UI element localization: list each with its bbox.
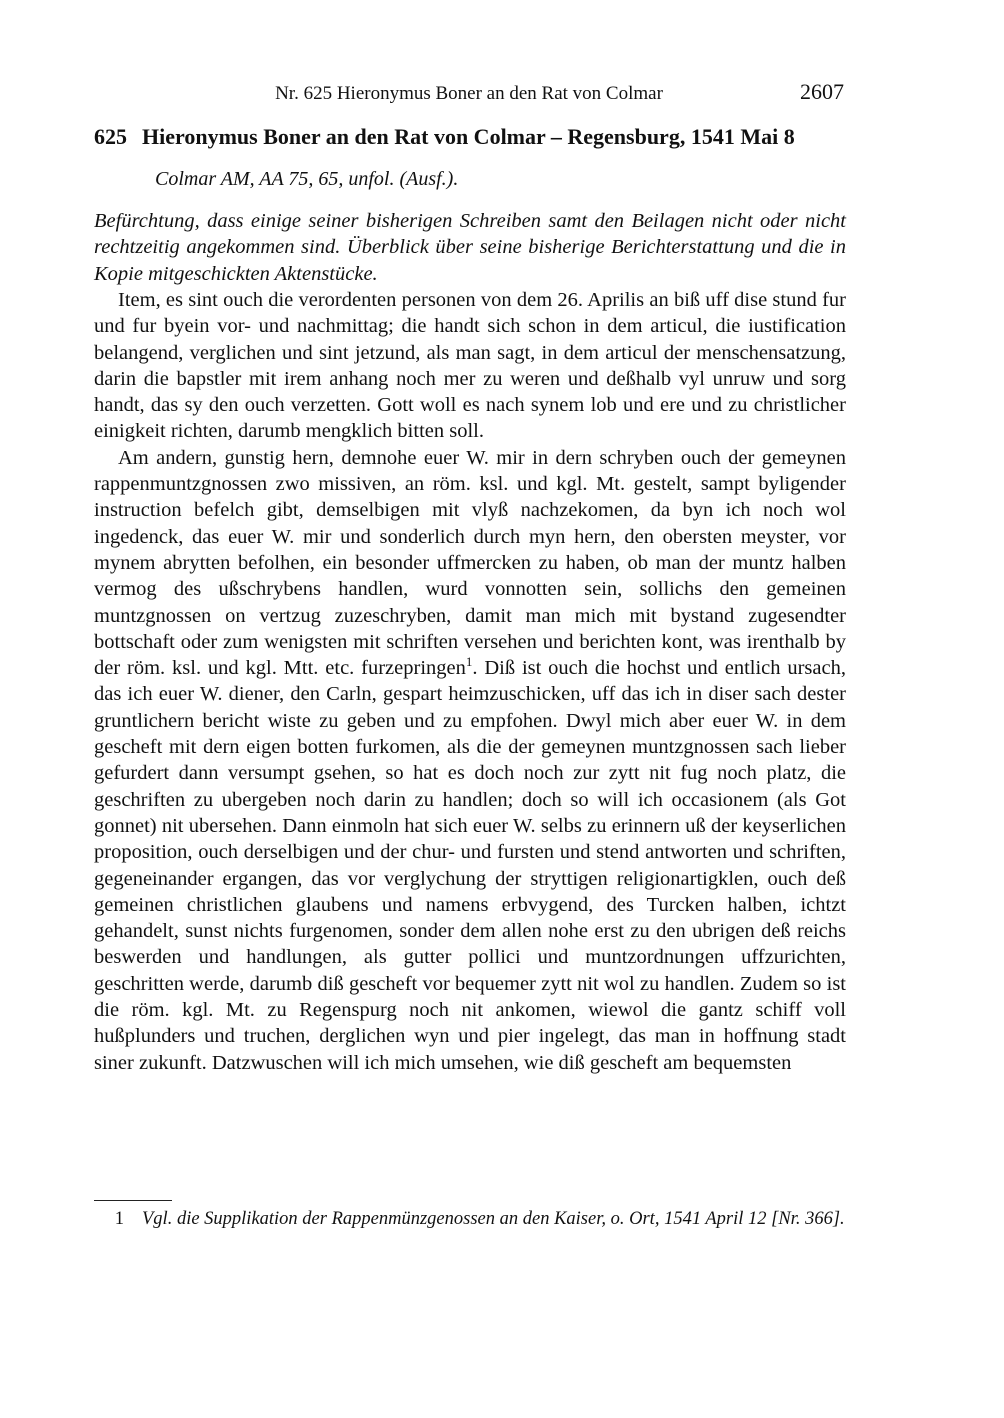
- source-citation: Colmar AM, AA 75, 65, unfol. (Ausf.).: [155, 168, 459, 190]
- body-paragraph: [94, 445, 846, 1076]
- body-text-segment: . Diß ist ouch die hochst und entlich ursach, das ich euer W. diener, den Carln, gespart heimzuschicken, uff das ich in diser sach dester gruntlichern bericht wiste zu geben und zu empfohen. Dwyl mich aber euer W. in dem gescheft mit dern eigen botten furkomen, als die der gemeynen muntzgnossen sach lieber gefurdert dann versumpt gsehen, so hat es doch noch zur zytt nit fug noch platz, die geschriften zu ubergeben noch darin zu handlen; doch so will ich occasionem (als Got gonnet) nit ubersehen. Dann einmoln hat sich euer W. selbs zu erinnern uß der keyserlichen proposition, ouch derselbigen und der chur- und fursten und stend antworten und schriften, gegeneinander ergangen, das vor verglychung der stryttigen religionartigklen, ouch deß gemeinen christlichen glaubens und namens erbvygend, des Turcken halben, ichtzt gehandelt, sunst nichts furgenomen, sonder dem allen nohe erst zu den ubrigen deß reichs beswerden und handlungen, als gutter pollici und muntzordnungen uffzurichten, geschritten werde, darumb diß gescheft vor bequemer zytt nit wol zu handlen. Zudem so ist die röm. kgl. Mt. zu Regenspurg noch nit ankomen, wiewol die gantz schiff voll hußplunders und truchen, derglichen wyn und pier ingelegt, das man in hoffnung stadt siner zukunft. Datzwuschen will ich mich umsehen, wie diß gescheft am bequemsten: [94, 657, 846, 1074]
- body-text-segment: Am andern, gunstig hern, demnohe euer W. mir in dern schryben ouch der gemeynen rappenmuntzgnossen zwo missiven, an röm. ksl. und kgl. Mt. gestelt, sampt byligender instruction befelch gibt, demselbigen mit vlyß nachzekomen, da byn ich noch wol ingedenck, das euer W. mir und sonderlich durch myn hern, den obersten meyster, vor mynem abrytten befolhen, ein besonder uffmercken zu haben, ob man der muntz halben vermog des ußschrybens handlen, wurd vonnotten sein, sollichs den gemeinen muntzgnossen on vertzug zuzeschryben, damit man mich mit bystand zugesendter bottschaft oder zum wenigsten mit schriften versehen und berichten kont, was irenthalb by der röm. ksl. und kgl. Mtt. etc. furzepringen: [94, 446, 846, 680]
- footnote-reference[interactable]: 1: [465, 654, 473, 670]
- document-title: Hieronymus Boner an den Rat von Colmar – Regensburg, 1541 Mai 8: [142, 124, 795, 149]
- running-head: [94, 80, 844, 108]
- footnote-number: 1: [114, 1209, 124, 1229]
- running-head-title: Nr. 625 Hieronymus Boner an den Rat von Colmar: [275, 83, 663, 104]
- regest-summary: Befürchtung, dass einige seiner bisherigen Schreiben samt den Beilagen nicht oder nicht rechtzeitig angekommen sind. Überblick über seine bisherige Berichterstattung und die in Kopie mitgeschickten Aktenstücke.: [94, 210, 846, 285]
- footnote-divider: [94, 1200, 172, 1201]
- footnote: [94, 1208, 846, 1230]
- document-number: 625: [94, 124, 127, 149]
- page-number: 2607: [800, 79, 844, 104]
- letter-body: [94, 287, 846, 1076]
- document-heading: [94, 122, 844, 152]
- footnote-text: Vgl. die Supplikation der Rappenmünzgenossen an den Kaiser, o. Ort, 1541 April 12 [Nr. 366].: [142, 1209, 845, 1229]
- body-paragraph: Item, es sint ouch die verordenten personen von dem 26. Aprilis an biß uff dise stund fur und fur byein vor- und nachmittag; die handt sich schon in dem articul, die iustification belangend, verglichen und sint jetzund, als man sagt, in dem articul der menschensatzung, darin die bapstler mit irem anhang noch mer zu weren und deßhalb vyl unruw und sorg handt, das sy den ouch verzetten. Gott woll es nach synem lob und ere und zu christlicher einigkeit richten, darumb mengklich bitten soll.: [94, 289, 846, 443]
